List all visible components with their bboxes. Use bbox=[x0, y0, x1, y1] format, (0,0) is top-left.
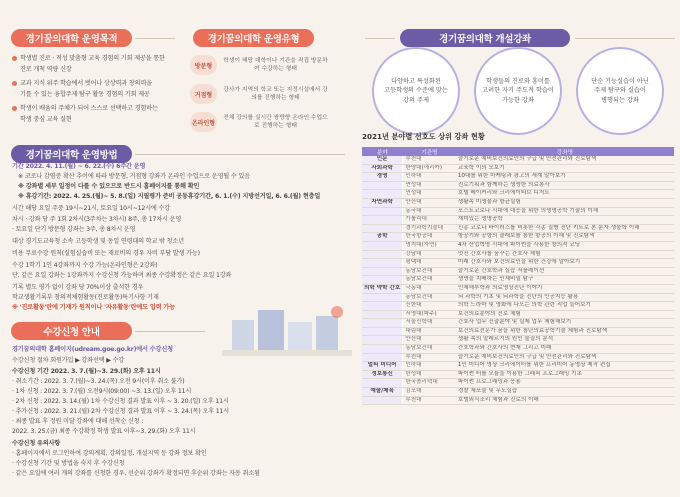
table-cell: 1인 미디어 영상 크리에이터를 위한 프리미어 동영상 제작 편집 bbox=[456, 362, 674, 371]
table-cell bbox=[362, 353, 403, 362]
table-cell bbox=[362, 319, 403, 328]
table-cell: 부천대 bbox=[403, 156, 456, 164]
table-row bbox=[362, 353, 674, 362]
table-cell: 김포대 bbox=[403, 388, 456, 397]
table-cell: 4차 산업혁명 시대에 파이썬을 사용한 창의적 코딩 bbox=[456, 241, 674, 250]
table-cell: 10대를 위한 마케팅과 광고의 세계 알아보기 bbox=[456, 173, 674, 182]
table-cell: 동남보건대 bbox=[403, 345, 456, 354]
table-cell: 부천대 bbox=[403, 396, 456, 405]
table-cell: 동국대 bbox=[403, 207, 456, 216]
table-cell bbox=[362, 216, 403, 225]
apply-divider bbox=[135, 331, 205, 332]
table-row bbox=[362, 388, 674, 397]
purpose-item-1: 학생별 진로 · 적성 맞춤형 교육 경험의 기회 제공을 통한 bbox=[12, 54, 165, 63]
type-desc: 전체 강의를 실시간 쌍방향 온라인 수업으로 진행하는 형태 bbox=[223, 115, 328, 129]
method-enroll: 단, 같은 요일 강좌는 1강좌까지 수강신청 가능하며 최종 수강확정은 같은 요일 1강좌 bbox=[12, 272, 232, 279]
table-row bbox=[362, 190, 674, 199]
purpose-divider bbox=[135, 38, 175, 39]
method-cost: 비용 무료수강 원칙(실험실습비 또는 재료비의 경우 자비 부담 발생 가능) bbox=[12, 250, 200, 257]
apply-detail: · 취소기간 : 2022. 3. 7.(월)~3. 24.(목) 오전 9시(이후 취소 불가) bbox=[12, 378, 185, 385]
table-cell: 신종 코로나 바이러스를 비롯한 각종 질병 진단 키트로 본 분자 생물학 이해 bbox=[456, 224, 674, 233]
type-label: 온라인형 bbox=[190, 112, 217, 132]
table-row bbox=[362, 345, 674, 354]
table-cell: 파이썬 프로그래밍과 응용 bbox=[456, 379, 674, 388]
purpose-item-2b: 기를 수 있는 융합주제 탐구 활동 경험의 기회 제공 bbox=[20, 91, 150, 98]
table-cell: 동남보건대 bbox=[403, 276, 456, 285]
purpose-title: 경기꿈의대학 운영목적 bbox=[11, 29, 132, 47]
method-note: ※ 강좌별 세부 일정이 다를 수 있으므로 반드시 홈페이지를 통해 확인 bbox=[18, 183, 200, 190]
table-cell bbox=[362, 267, 403, 276]
table-cell bbox=[362, 310, 403, 319]
table-cell: 가톨릭대 bbox=[403, 216, 456, 225]
table-cell: 예술/체육 bbox=[362, 388, 403, 397]
type-row-visit bbox=[190, 55, 328, 75]
table-cell: 인하대 bbox=[403, 362, 456, 371]
table-row bbox=[362, 164, 674, 173]
table-cell: 한국폴리텍대 bbox=[403, 379, 456, 388]
courses-divider-right bbox=[575, 38, 675, 39]
apply-steps: 수강신청 절차 회원가입 ▶ 강좌선택 ▶ 수강 bbox=[12, 357, 125, 364]
apply-homepage[interactable]: 경기꿈의대학 홈페이지(udream.goe.go.kr)에서 수강신청 bbox=[12, 346, 173, 353]
method-session: 차시 · 강좌 당 주 1회 2차시(3주차는 3차시) 8주, 총 17차시 운영 bbox=[12, 216, 182, 223]
table-cell: 호텔 베이커리와 크리에이티브 디저트 bbox=[456, 190, 674, 199]
table-cell: 진로기획과 함께하는 생생한 의료봉사 bbox=[456, 181, 674, 190]
table-cell: 재미있는 생명공학 bbox=[456, 216, 674, 225]
table-header: 강좌명 bbox=[456, 147, 674, 156]
table-row bbox=[362, 181, 674, 190]
table-cell: 평택대 bbox=[403, 259, 456, 268]
type-row-online bbox=[190, 112, 328, 132]
purpose-item-3b: 학생 중심 교육 실현 bbox=[20, 116, 72, 123]
table-cell: 교육학 이의 모보기 bbox=[456, 164, 674, 173]
table-row bbox=[362, 241, 674, 250]
table-cell: 대림대 bbox=[403, 327, 456, 336]
table-cell: 생활속 미생물과 항균실험 bbox=[456, 198, 674, 207]
table-row bbox=[362, 396, 674, 405]
table-cell: 명지대(자연) bbox=[403, 241, 456, 250]
table-header: 분야 bbox=[362, 147, 403, 156]
table-cell: 의학 드라마 및 영화에 나오는 의학 관련 직업 들어보기 bbox=[456, 302, 674, 311]
table-cell bbox=[362, 276, 403, 285]
table-row bbox=[362, 259, 674, 268]
table-cell: 의학 약학 간호 bbox=[362, 284, 403, 293]
table-cell: 안산대 bbox=[403, 336, 456, 345]
type-title: 경기꿈의대학 운영유형 bbox=[193, 29, 314, 47]
course-feature-circle: 단순 기능실습이 아닌 주제 탐구와 실습이 병행되는 강좌 bbox=[576, 47, 664, 135]
apply-notice: · 같은 요일에 여러 개의 강좌를 신청한 경우, 선순위 강좌가 확정되면 후순위 강좌는 자동 취소됨 bbox=[12, 470, 260, 477]
table-cell bbox=[362, 207, 403, 216]
course-feature-circle: 학생들의 진로와 흥미를 고려한 자기 주도적 학습이 가능한 강좌 bbox=[474, 47, 562, 135]
table-row bbox=[362, 216, 674, 225]
table-cell: 뇌 과학의 기초 및 뇌과학을 진단의 인공지능 활용 bbox=[456, 293, 674, 302]
course-table bbox=[362, 147, 674, 405]
table-row bbox=[362, 173, 674, 182]
method-record: 기록 별도 평가 없이 강좌 당 70%이상 출석한 경우 bbox=[12, 284, 144, 291]
table-cell: 서울신학대 bbox=[403, 319, 456, 328]
table-cell bbox=[362, 250, 403, 259]
table-cell: 미래 간호사와 보건의료인을 위한 건강에 알아보기 bbox=[456, 259, 674, 268]
course-feature-circle: 다양하고 특성화된 고등학생의 수준에 맞는 강의 주제 bbox=[372, 47, 460, 135]
table-cell: 경찰 체포술 및 무도실습 bbox=[456, 388, 674, 397]
table-cell: 연성대 bbox=[403, 181, 456, 190]
method-session: · 토요일 단기 방문형 강좌는 3주, 총 8차시 운영 bbox=[12, 226, 136, 233]
purpose-item-1b: 진로 개척 역량 신장 bbox=[20, 66, 72, 73]
apply-notice: · 수강신청 기간 및 방법을 숙지 후 수강신청 bbox=[12, 460, 125, 467]
table-cell: 포스트코로나 시대에 대응을 위한 의생명공학 기술의 이해 bbox=[456, 207, 674, 216]
table-cell: 인체해부학과 의료영상진단 이야기 bbox=[456, 284, 674, 293]
apply-detail: 2022. 3. 25.(금) 최종 수강확정 학생 발표 이후~3. 29.(화) 오후 11시 bbox=[12, 428, 196, 435]
type-row-hub bbox=[190, 84, 328, 104]
campus-illustration bbox=[222, 300, 352, 360]
table-cell: 한성대 bbox=[403, 370, 456, 379]
table-cell bbox=[362, 379, 403, 388]
table-cell: 간호사 업무 진출분야 및 실제 업무 체험해보기 bbox=[456, 319, 674, 328]
table-row bbox=[362, 302, 674, 311]
table-cell: 한양대(에리카) bbox=[403, 164, 456, 173]
table-row bbox=[362, 379, 674, 388]
type-desc: 학생이 해당 대학이나 기관을 직접 방문하여 수강하는 형태 bbox=[223, 58, 328, 72]
method-time: 시간 해당 요일 주중 19시~21시, 토요일 10시~12시에 수강 bbox=[12, 205, 170, 212]
table-row bbox=[362, 284, 674, 293]
apply-title: 수강신청 안내 bbox=[11, 322, 132, 340]
courses-divider-left bbox=[365, 38, 395, 39]
table-cell: 사회과학 bbox=[362, 164, 403, 173]
type-desc: 강사가 지역의 학교 또는 지정시설에서 강의를 진행하는 형태 bbox=[223, 87, 328, 101]
table-cell: 인하대 bbox=[403, 173, 456, 182]
table-row bbox=[362, 156, 674, 164]
purpose-item-3: 학생이 배움의 주체가 되어 스스로 선택하고 경험하는 bbox=[12, 104, 158, 113]
table-cell: 자연과학 bbox=[362, 198, 403, 207]
method-record: ※ '진로활동'란에 기재가 원칙이나 '자유활동'란에도 입력 가능 bbox=[12, 304, 175, 311]
table-row bbox=[362, 370, 674, 379]
apply-detail: · 추가신청 : 2022. 3. 21.(월) 2차 수강신청 결과 발표 이후 ~ 3. 24.(목) 오후 11시 bbox=[12, 408, 229, 415]
table-cell bbox=[362, 224, 403, 233]
table-cell: 안산대 bbox=[403, 198, 456, 207]
table-cell: 보건의료전문가 꿈을 위한 첨단의료공학기술 체험과 진로탐색 bbox=[456, 327, 674, 336]
courses-title: 경기꿈의대학 개설강좌 bbox=[400, 29, 570, 47]
method-divider bbox=[135, 154, 345, 155]
table-row bbox=[362, 207, 674, 216]
method-enroll: 수강 1학기 1인 4강좌까지 수강 가능(온라인형은 2강좌) bbox=[12, 262, 158, 269]
table-cell: 파이썬 터틀 모듈을 이용한 그래픽 프로그래밍 기초 bbox=[456, 370, 674, 379]
table-cell bbox=[362, 190, 403, 199]
table-cell: 경영 bbox=[362, 173, 403, 182]
table-cell: 정보통신 bbox=[362, 370, 403, 379]
table-cell: 한국항공대 bbox=[403, 233, 456, 242]
apply-detail: · 2차 신청 : 2022. 3. 14.(월) 1차 수강신청 결과 발표 이후 ~ 3. 20.(일) 오후 11시 bbox=[12, 398, 229, 405]
method-note: ※ 코로나 감염증 확산 추이에 따라 방문형, 거점형 강좌가 온라인 수업으로 운영될 수 있음 bbox=[18, 173, 250, 180]
table-row bbox=[362, 362, 674, 371]
table-cell: 인문 bbox=[362, 156, 403, 164]
table-cell: 신한대 bbox=[403, 302, 456, 311]
apply-detail: · 1차 신청 : 2022. 3. 7.(월) 오전9시(09:00) ~3. 13.(일) 오후 11시 bbox=[12, 388, 192, 395]
table-cell bbox=[362, 259, 403, 268]
table-cell bbox=[362, 181, 403, 190]
table-cell bbox=[362, 336, 403, 345]
table-row bbox=[362, 224, 674, 233]
table-row bbox=[362, 276, 674, 285]
table-cell: 슬기로운 예비보건의료인의 구급 및 안전관리와 진로탐색 bbox=[456, 156, 674, 164]
table-row bbox=[362, 198, 674, 207]
purpose-item-2: 교과 지식 위주 학습에서 벗어나 상상력과 창의력을 bbox=[12, 79, 152, 88]
table-cell: 생활 속의 알레르기의 원인 물질의 분석 bbox=[456, 336, 674, 345]
table-cell bbox=[362, 302, 403, 311]
table-row bbox=[362, 250, 674, 259]
method-target: 대상 경기도교육청 소속 고등학생 및 동일 연령대의 학교 밖 청소년 bbox=[12, 238, 184, 245]
table-cell: 동남보건대 bbox=[403, 293, 456, 302]
method-note: ※ 휴강기간: 2022. 4. 25.(월)~ 5. 8.(일) 지필평가 준비 공동휴강기간, 6. 1.(수) 지방선거일, 6. 6.(월) 현충일 bbox=[18, 193, 321, 200]
apply-notice-title: 수강신청 유의사항 bbox=[12, 440, 61, 447]
table-row bbox=[362, 233, 674, 242]
table-cell: 항공기와 공항의 클래보를 통한 항공의 이해 및 진로탐색 bbox=[456, 233, 674, 242]
table-cell: 슬기로운 예비보건의료인의 구급 및 안전관리와 진로탐색 bbox=[456, 353, 674, 362]
table-cell: 멋진 간호사를 꿈꾸는 간호사 체험 bbox=[456, 250, 674, 259]
method-period: 기간 2022. 4. 11.(월) ~ 6. 22.(수) 6주간 운영 bbox=[12, 163, 146, 170]
table-cell: 강남대 bbox=[403, 250, 456, 259]
table-cell: 멀티 미디어 bbox=[362, 362, 403, 371]
table-cell bbox=[362, 293, 403, 302]
table-cell: 경기과학기술대 bbox=[403, 224, 456, 233]
table-row bbox=[362, 310, 674, 319]
method-title: 경기꿈의대학 운영방법 bbox=[11, 145, 132, 163]
table-row bbox=[362, 293, 674, 302]
table-title: 2021년 분야별 선호도 상위 강좌 현황 bbox=[362, 132, 485, 141]
table-cell: 서영대(파주) bbox=[403, 310, 456, 319]
table-cell: 보건의료분야의 진로 체험 bbox=[456, 310, 674, 319]
table-cell: 간호학과와 간호사의 현재 그리고 미래 bbox=[456, 345, 674, 354]
table-cell bbox=[362, 327, 403, 336]
type-label: 거점형 bbox=[190, 84, 217, 104]
table-cell: 극동대 bbox=[403, 284, 456, 293]
table-cell: 공학 bbox=[362, 233, 403, 242]
table-cell: 슬기로운 간호학과 실습 서플레이션 bbox=[456, 267, 674, 276]
table-cell: 부천대 bbox=[403, 353, 456, 362]
table-cell: 동남보건대 bbox=[403, 267, 456, 276]
table-cell bbox=[362, 345, 403, 354]
table-row bbox=[362, 336, 674, 345]
table-row bbox=[362, 267, 674, 276]
table-cell bbox=[362, 241, 403, 250]
type-label: 방문형 bbox=[190, 55, 217, 75]
table-cell: 호텔외식조리 체험과 진로의 이해 bbox=[456, 396, 674, 405]
table-row bbox=[362, 327, 674, 336]
apply-detail: · 최종 발표 후 정원 미달 강좌에 대해 선착순 신청 : bbox=[12, 418, 144, 425]
apply-period: 수강신청 기간 2022. 3. 7.(월)~3. 29.(화) 오후 11시 bbox=[12, 368, 161, 375]
table-cell bbox=[362, 396, 403, 405]
table-row bbox=[362, 319, 674, 328]
table-cell: 연성대 bbox=[403, 190, 456, 199]
table-cell: 생명을 지배하는 인체비밀 탐구 bbox=[456, 276, 674, 285]
method-record: 학교생활기록부 창의적체험활동(진로활동)특기사항 기재 bbox=[12, 294, 159, 301]
apply-notice: · 홈페이지에서 로그인하여 강의계획, 강의일정, 개설지역 등 강좌 정보 확인 bbox=[12, 450, 207, 457]
table-header: 기관명 bbox=[403, 147, 456, 156]
